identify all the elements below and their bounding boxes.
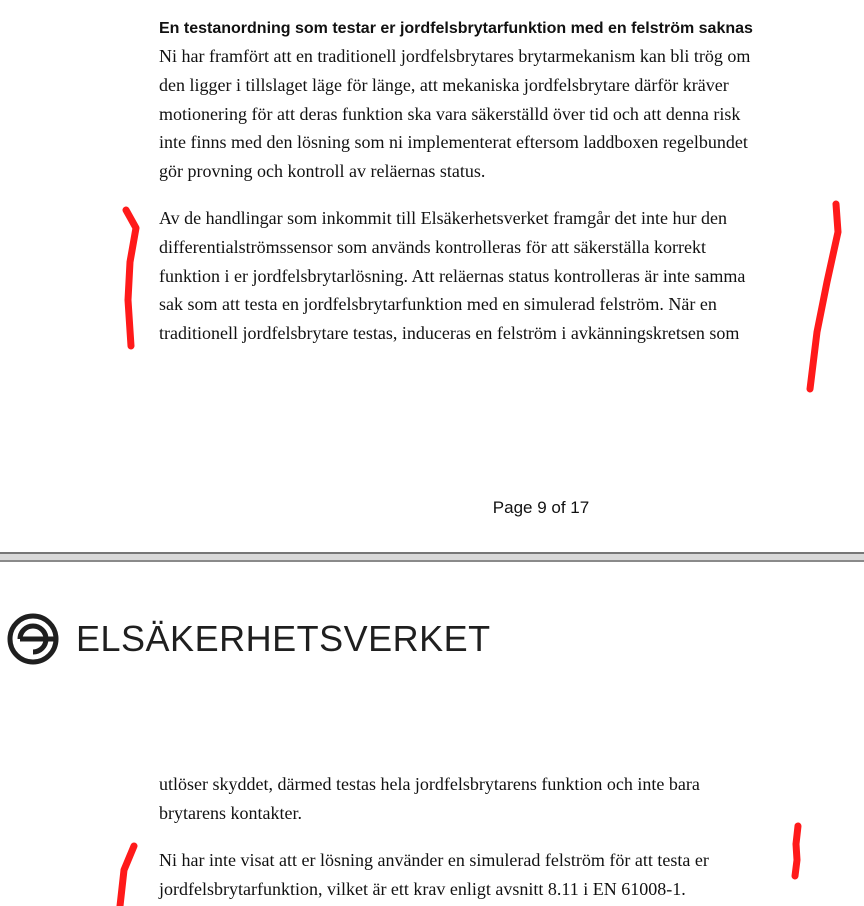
page-number: Page 9 of 17 — [492, 498, 590, 517]
paragraph-motivation — [159, 42, 750, 186]
text-line: differentialströmssensor som används kontrolleras för att säkerställa korrekt — [159, 236, 707, 257]
paragraph-assessment — [159, 204, 745, 348]
text-line: utlöser skyddet, därmed testas hela jordfelsbrytarens funktion och inte bara — [159, 774, 700, 794]
text-line: traditionell jordfelsbrytare testas, induceras en felström i avkänningskretsen som — [159, 323, 740, 344]
text-line: gör provning och kontroll av reläernas status. — [159, 161, 486, 182]
text-line: motionering för att deras funktion ska vara säkerställd över tid och att denna risk — [159, 103, 741, 124]
text-line: Ni har inte visat att er lösning använder en simulerad felström för att testa er — [159, 850, 709, 870]
text-line: funktion i er jordfelsbrytarlösning. Att reläernas status kontrolleras är inte samma — [159, 265, 746, 286]
text-line: den ligger i tillslaget läge för länge, att mekaniska jordfelsbrytare därför kräver — [159, 74, 729, 95]
agency-logo — [6, 613, 491, 665]
text-line: Av de handlingar som inkommit till Elsäkerhetsverket framgår det inte hur den — [159, 208, 728, 228]
logo-wordmark: ELSÄKERHETSVERKET — [76, 618, 491, 659]
elsakerhetsverket-e-icon — [6, 612, 60, 666]
paragraph-requirement — [159, 846, 709, 904]
text-line: brytarens kontakter. — [159, 802, 302, 823]
text-line: sak som att testa en jordfelsbrytarfunktion med en simulerad felström. När en — [159, 294, 717, 315]
section-heading: En testanordning som testar er jordfelsbrytarfunktion med en felström saknas — [159, 20, 753, 37]
paragraph-continuation — [159, 770, 700, 828]
text-line: inte finns med den lösning som ni implementerat eftersom laddboxen regelbundet — [159, 132, 748, 153]
page-divider — [0, 552, 864, 562]
document-page-10 — [0, 562, 864, 906]
text-line: Ni har framfört att en traditionell jordfelsbrytares brytarmekanism kan bli trög om — [159, 46, 751, 66]
text-line: jordfelsbrytarfunktion, vilket är ett krav enligt avsnitt 8.11 i EN 61008-1. — [159, 878, 686, 899]
